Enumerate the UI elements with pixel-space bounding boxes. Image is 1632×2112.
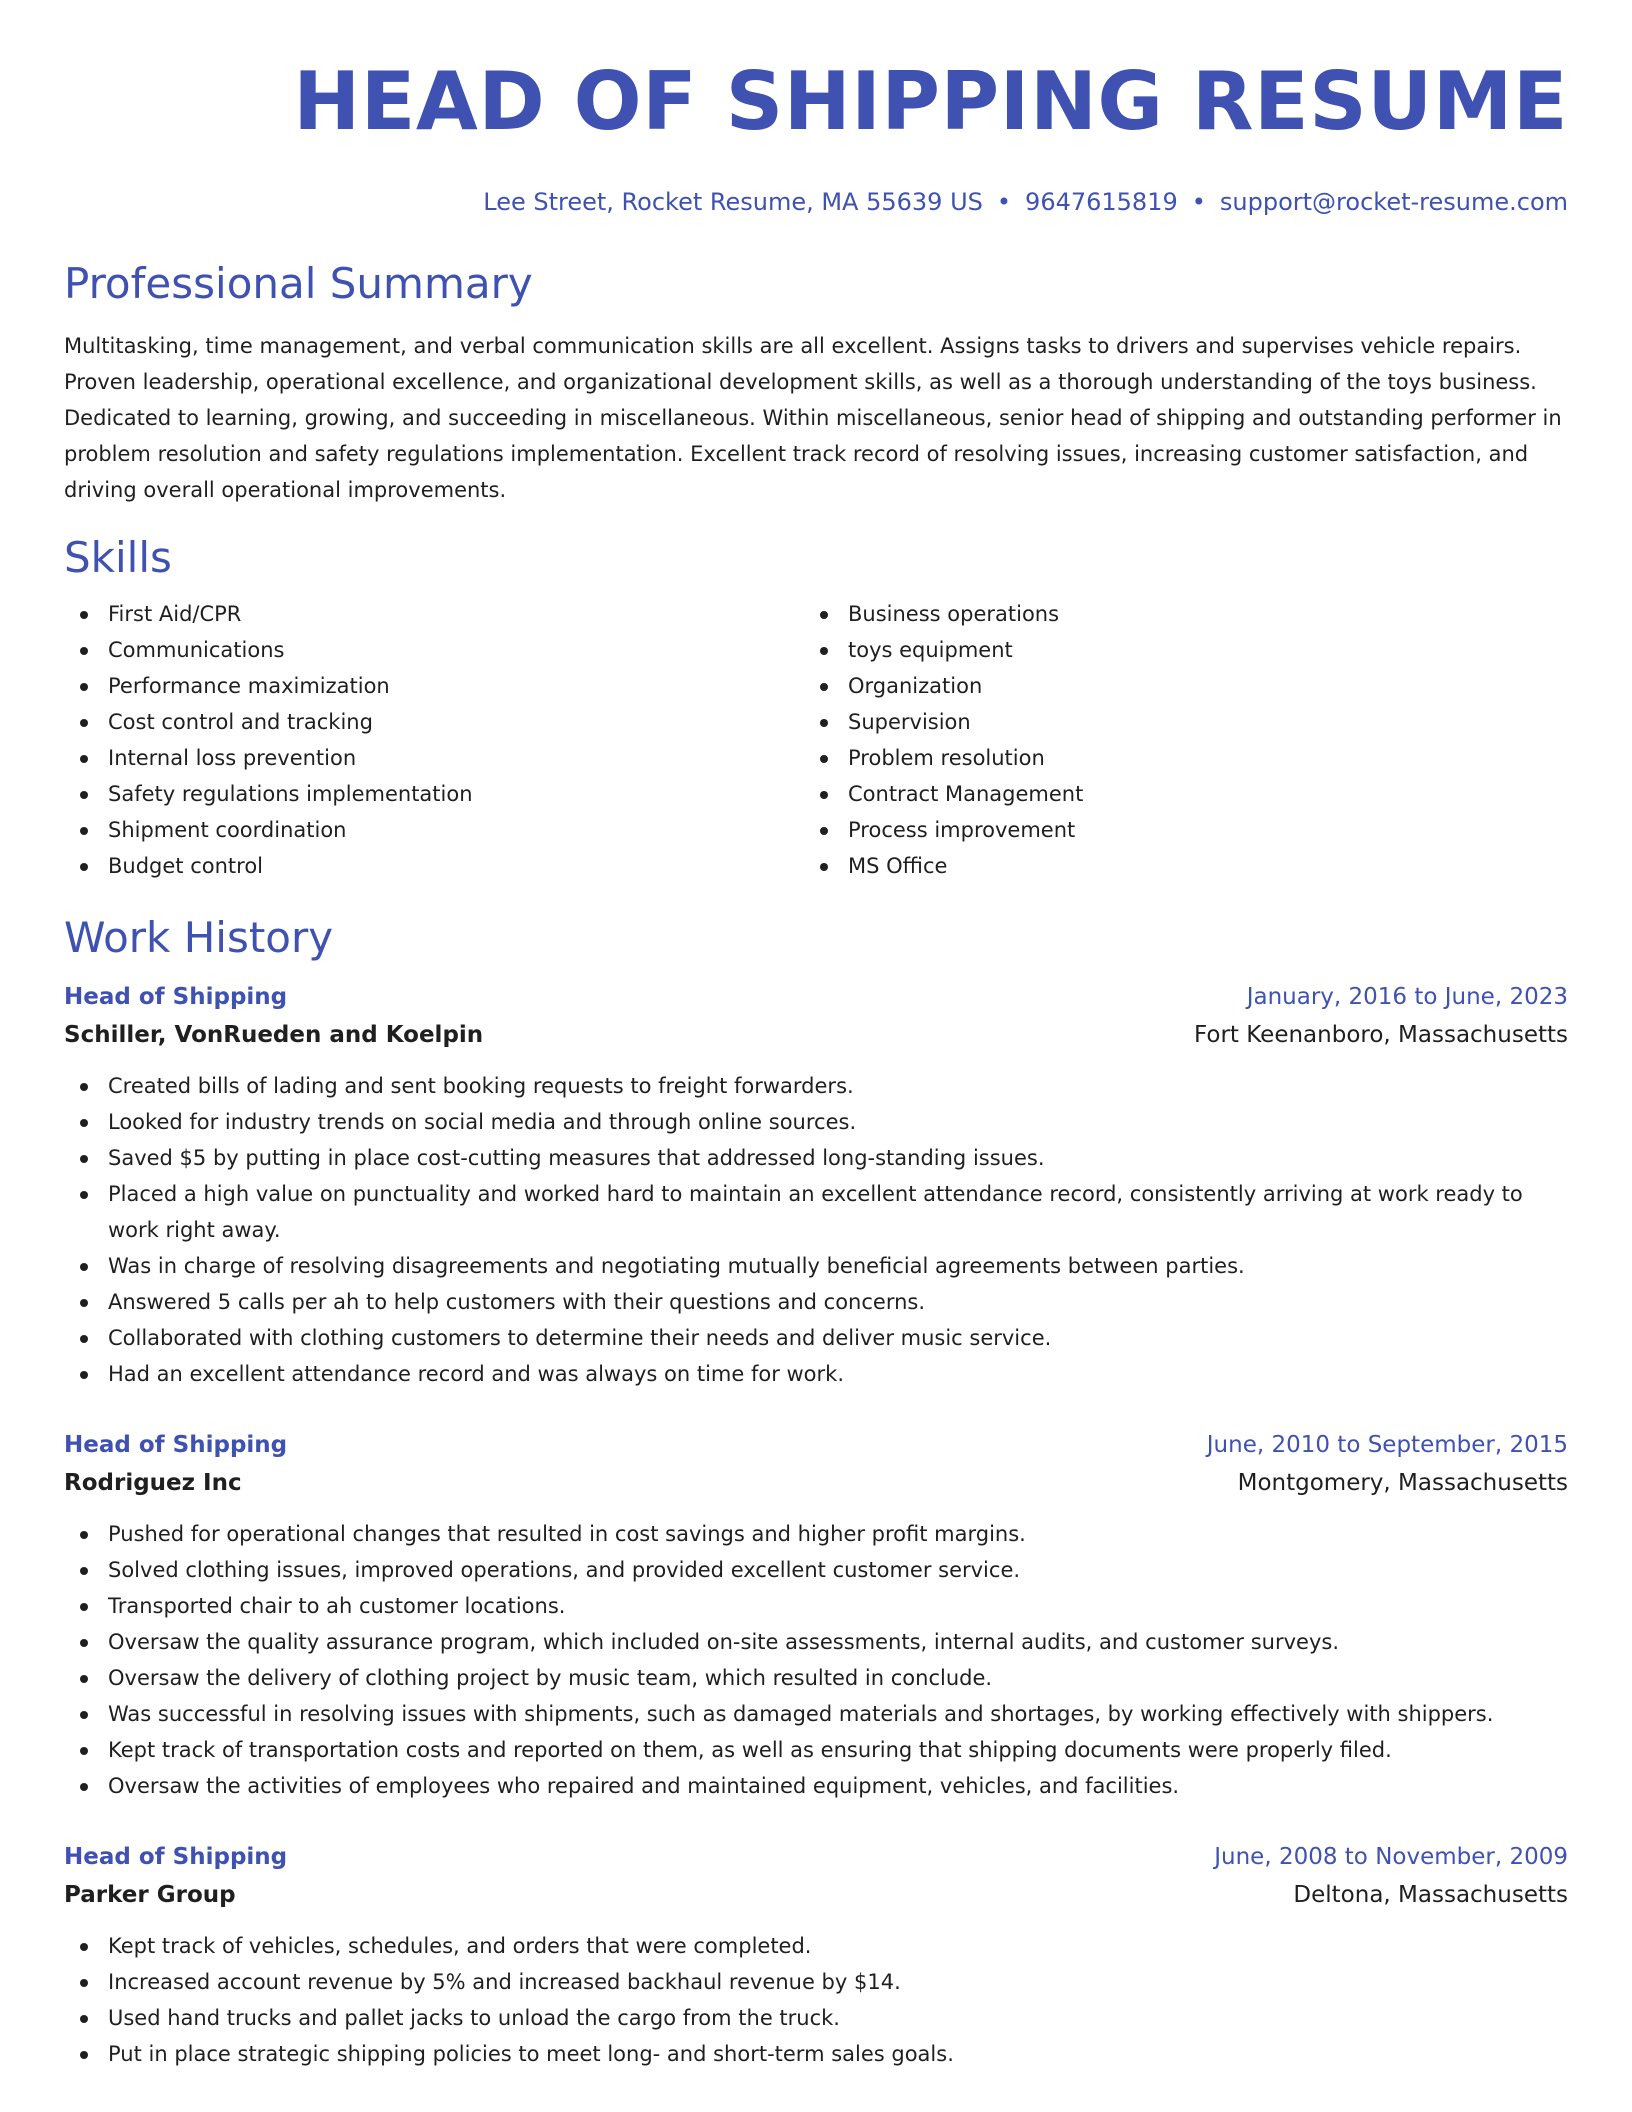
job-bullet: Created bills of lading and sent booking requests to freight forwarders. [64,1068,1568,1104]
job-company-row [64,1464,1568,1502]
job-bullet: Collaborated with clothing customers to determine their needs and deliver music service. [64,1320,1568,1356]
skill-item: Problem resolution [804,740,1544,776]
job-bullet: Put in place strategic shipping policies to meet long- and short-term sales goals. [64,2036,1568,2072]
job-bullet: Transported chair to ah customer locations. [64,1588,1568,1624]
summary-heading: Professional Summary [64,259,533,308]
job-bullet: Oversaw the delivery of clothing project by music team, which resulted in conclude. [64,1660,1568,1696]
skills-left-column [64,596,804,884]
job-dates: January, 2016 to June, 2023 [1246,984,1568,1010]
skill-item: toys equipment [804,632,1544,668]
skill-item: Performance maximization [64,668,804,704]
job-dates: June, 2010 to September, 2015 [1206,1432,1568,1458]
job-bullet: Used hand trucks and pallet jacks to unload the cargo from the truck. [64,2000,1568,2036]
skills-right-column [804,596,1544,884]
job-header-row [64,978,1568,1016]
contact-line [64,186,1568,218]
job-company: Schiller, VonRueden and Koelpin [64,1022,484,1048]
job-entry [64,978,1568,1392]
job-bullet: Solved clothing issues, improved operations, and provided excellent customer service. [64,1552,1568,1588]
job-header-row [64,1838,1568,1876]
skill-item: Contract Management [804,776,1544,812]
job-bullet: Looked for industry trends on social media and through online sources. [64,1104,1568,1140]
skill-item: Business operations [804,596,1544,632]
work-history-heading: Work History [64,913,334,962]
skill-item: Supervision [804,704,1544,740]
job-bullet: Saved $5 by putting in place cost-cutting measures that addressed long-standing issues. [64,1140,1568,1176]
job-company: Rodriguez Inc [64,1470,242,1496]
job-bullets [64,1928,1568,2072]
skills-grid [64,596,1568,884]
job-entry [64,1838,1568,2072]
job-bullet: Kept track of vehicles, schedules, and orders that were completed. [64,1928,1568,1964]
job-entry [64,1426,1568,1804]
skill-item: Internal loss prevention [64,740,804,776]
contact-separator: • [1191,188,1206,216]
skills-heading: Skills [64,533,172,582]
job-bullet: Oversaw the activities of employees who repaired and maintained equipment, vehicles, and facilities. [64,1768,1568,1804]
job-bullets [64,1516,1568,1804]
contact-phone: 9647615819 [1025,188,1178,216]
job-company-row [64,1016,1568,1054]
skill-item: Budget control [64,848,804,884]
job-bullet: Increased account revenue by 5% and increased backhaul revenue by $14. [64,1964,1568,2000]
job-header-row [64,1426,1568,1464]
job-location: Deltona, Massachusetts [1293,1882,1568,1908]
skill-item: First Aid/CPR [64,596,804,632]
skill-item: Organization [804,668,1544,704]
job-title: Head of Shipping [64,1432,288,1458]
job-bullet: Was successful in resolving issues with shipments, such as damaged materials and shortages, by working effectively with shippers. [64,1696,1568,1732]
job-location: Fort Keenanboro, Massachusetts [1193,1022,1568,1048]
job-location: Montgomery, Massachusetts [1237,1470,1568,1496]
summary-text: Multitasking, time management, and verbal communication skills are all excellent. Assigns tasks to drivers and supervises vehicle repairs. Proven leadership, operational excellence, and organizational development skills, as well as a thorough understanding of the toys business. Dedicated to learning, growing, and succeeding in miscellaneous. Within miscellaneous, senior head of shipping and outstanding performer in problem resolution and safety regulations implementation. Excellent track record of resolving issues, increasing customer satisfaction, and driving overall operational improvements. [64,334,1562,502]
job-dates: June, 2008 to November, 2009 [1214,1844,1568,1870]
job-title: Head of Shipping [64,1844,288,1870]
resume-header [64,0,1568,218]
skill-item: MS Office [804,848,1544,884]
job-bullet: Kept track of transportation costs and reported on them, as well as ensuring that shipping documents were properly filed. [64,1732,1568,1768]
job-bullet: Had an excellent attendance record and was always on time for work. [64,1356,1568,1392]
resume-name: HEAD OF SHIPPING RESUME [293,55,1568,148]
job-bullet: Answered 5 calls per ah to help customers with their questions and concerns. [64,1284,1568,1320]
skill-item: Safety regulations implementation [64,776,804,812]
skill-item: Process improvement [804,812,1544,848]
job-bullet: Pushed for operational changes that resulted in cost savings and higher profit margins. [64,1516,1568,1552]
job-company-row [64,1876,1568,1914]
skill-item: Cost control and tracking [64,704,804,740]
job-bullet: Was in charge of resolving disagreements and negotiating mutually beneficial agreements between parties. [64,1248,1568,1284]
job-company: Parker Group [64,1882,236,1908]
skill-item: Shipment coordination [64,812,804,848]
skill-item: Communications [64,632,804,668]
job-bullets [64,1068,1568,1392]
contact-address: Lee Street, Rocket Resume, MA 55639 US [483,188,983,216]
job-bullet: Placed a high value on punctuality and worked hard to maintain an excellent attendance record, consistently arriving at work ready to work right away. [64,1176,1568,1248]
job-bullet: Oversaw the quality assurance program, which included on-site assessments, internal audits, and customer surveys. [64,1624,1568,1660]
contact-separator: • [996,188,1012,216]
contact-email[interactable]: support@rocket-resume.com [1219,188,1568,216]
job-title: Head of Shipping [64,984,288,1010]
